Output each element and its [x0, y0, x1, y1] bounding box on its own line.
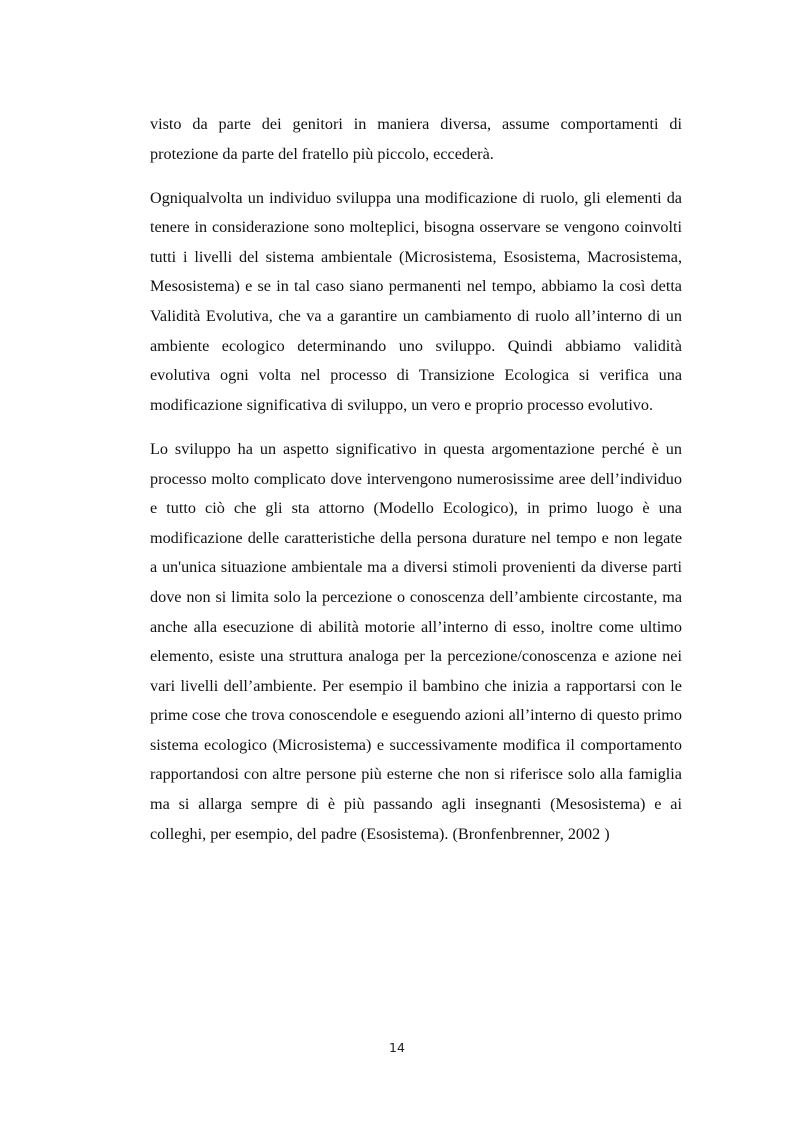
paragraph-1: visto da parte dei genitori in maniera diversa, assume comportamenti di protezione da parte del fratello più piccolo, eccederà. [150, 115, 682, 163]
page-number: 14 [389, 1040, 405, 1055]
page-body [150, 110, 682, 864]
paragraph-2: Ogniqualvolta un individuo sviluppa una modificazione di ruolo, gli elementi da tenere in considerazione sono molteplici, bisogna osservare se vengono coinvolti tutti i livelli del sistema ambientale (Microsistema, Esosistema, Macrosistema, Mesosistema) e se in tal caso siano permanenti nel tempo, abbiamo la così detta Validità Evolutiva, che va a garantire un cambiamento di ruolo all’interno di un ambiente ecologico determinando uno sviluppo. Quindi abbiamo validità evolutiva ogni volta nel processo di Transizione Ecologica si verifica una modificazione significativa di sviluppo, un vero e proprio processo evolutivo. [150, 188, 682, 414]
paragraph-3: Lo sviluppo ha un aspetto significativo in questa argomentazione perché è un processo molto complicato dove intervengono numerosissime aree dell’individuo e tutto ciò che gli sta attorno (Modello Ecologico), in primo luogo è una modificazione delle caratteristiche della persona durature nel tempo e non legate a un'unica situazione ambientale ma a diversi stimoli provenienti da diverse parti dove non si limita solo la percezione o conoscenza dell’ambiente circostante, ma anche alla esecuzione di abilità motorie all’interno di esso, inoltre come ultimo elemento, esiste una struttura analoga per la percezione/conoscenza e azione nei vari livelli dell’ambiente. Per esempio il bambino che inizia a rapportarsi con le prime cose che trova conoscendole e eseguendo azioni all’interno di questo primo sistema ecologico (Microsistema) e successivamente modifica il comportamento rapportandosi con altre persone più esterne che non si riferisce solo alla famiglia ma si allarga sempre di è più passando agli insegnanti (Mesosistema) e ai colleghi, per esempio, del padre (Esosistema). (Bronfenbrenner, 2002 ) [150, 439, 682, 843]
